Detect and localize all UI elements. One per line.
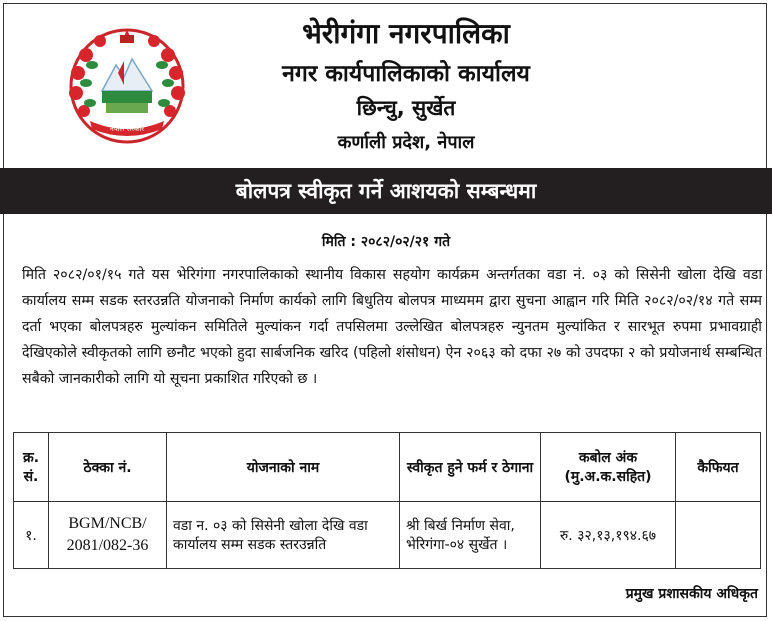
table-row (14, 502, 761, 569)
office-location: छिन्चु, सुर्खेत (356, 96, 456, 120)
notice-date: मिति : २०८२/०२/२१ गते (321, 234, 451, 250)
col-firm: स्वीकृत हुने फर्म र ठेगाना (400, 433, 541, 502)
municipality-name: भेरीगंगा नगरपालिका (302, 17, 510, 50)
province-country: कर्णाली प्रदेश, नेपाल (337, 132, 475, 153)
bid-table (13, 432, 761, 569)
col-project: योजनाको नाम (167, 433, 400, 502)
col-serial: क्र. सं. (14, 433, 49, 502)
signatory-title: प्रमुख प्रशासकीय अधिकृत (625, 586, 758, 602)
col-contract-no: ठेक्का नं. (49, 433, 167, 502)
notice-subject-banner: बोलपत्र स्वीकृत गर्ने आशयको सम्बन्धमा (0, 168, 772, 214)
col-remarks: कैफियत (676, 433, 761, 502)
col-amount: कबोल अंक (मु.अ.क.सहित) (541, 433, 676, 502)
office-name: नगर कार्यपालिकाको कार्यालय (282, 61, 530, 87)
cell-project: वडा न. ०३ को सिसेनी खोला देखि वडा कार्यालय सम्म सडक स्तरउन्नति (167, 502, 400, 569)
cell-contract-no: BGM/NCB/ 2081/082-36 (49, 502, 167, 569)
table-header-row (14, 433, 761, 502)
emblem-motto: नेपाल सरकार (109, 125, 145, 133)
cell-serial: १. (14, 502, 49, 569)
cell-amount: रु. ३२,१३,१९४.६७ (541, 502, 676, 569)
cell-firm: श्री बिर्ख निर्माण सेवा, भेरिगंगा-०४ सुर्खेत । (400, 502, 541, 569)
cell-remarks (676, 502, 761, 569)
notice-body: मिति २०८२/०१/१५ गते यस भेरिगंगा नगरपालिकाको स्थानीय विकास सहयोग कार्यक्रम अन्तर्गतका वडा नं. ०३ को सिसेनी खोला देखि वडा कार्यालय सम्म सडक स्तरउन्नति योजनाको निर्माण कार्यको लागि बिधुतिय बोलपत्र माध्यमम द्वारा सुचना आह्वान गरि मिति २०८२/०२/१४ गते सम्म दर्ता भएका बोलपत्रहरु मुल्यांकन समितिले मुल्यांकन गर्दा तपसिलमा उल्लेखित बोलपत्रहरु न्युनतम मुल्यांकित र सारभूत रुपमा प्रभावग्राही देखिएकोले स्वीकृतको लागि छनौट भएको हुदा सार्बजनिक खरिद (पहिलो शंसोधन) ऐन २०६३ को दफा २७ को उपदफा २ को प्रयोजनार्थ सम्बन्धित सबैको जानकारीको लागि यो सूचना प्रकाशित गरिएको छ । (22, 267, 762, 387)
letterhead (0, 0, 772, 168)
